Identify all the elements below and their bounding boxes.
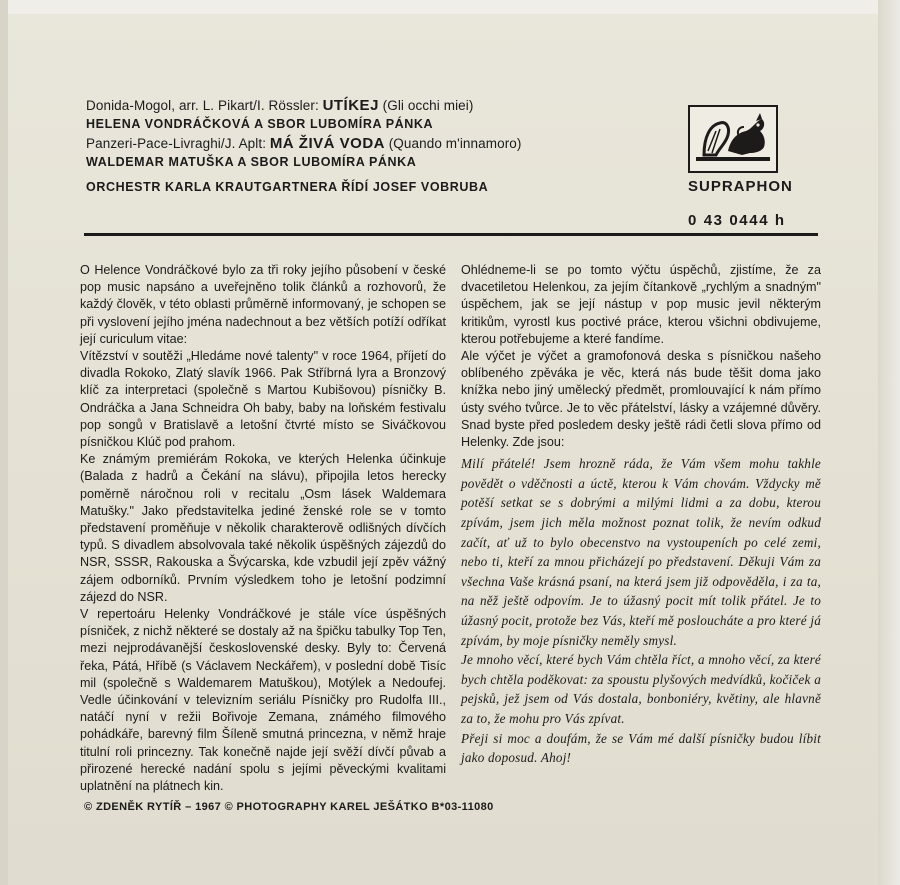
song1-credit <box>86 95 686 116</box>
song2-composers: Panzeri-Pace-Livraghi/J. Aplt: <box>86 136 267 151</box>
left-column-text <box>80 262 446 795</box>
song2-credit <box>86 133 686 154</box>
label-name: SUPRAPHON <box>688 178 793 195</box>
catalog-number: 0 43 0444 h <box>688 212 786 229</box>
orchestra-credit: ORCHESTR KARLA KRAUTGARTNERA ŘÍDÍ JOSEF VOBRUBA <box>86 180 489 194</box>
song1-original-title: (Gli occhi miei) <box>382 98 474 113</box>
track-credits <box>86 95 686 194</box>
paragraph: Ale výčet je výčet a gramofonová deska s písničkou našeho oblíbeného zpěváka je věc, která nás bude těšit doma jako knížka nebo jiný umělecký předmět, promlouvající k nám přímo ústy svého tvůrce. Je to věc přátelství, lásky a vzájemné důvěry. Snad byste před posledem desky ještě rádi četli slova přímo od Helenky. Zde jsou: <box>461 349 821 450</box>
paragraph: Ohlédneme-li se po tomto výčtu úspěchů, zjistíme, že za dvacetiletou Helenkou, za jejím čítankově „rychlým a snadným" úspěchem, jak se její nástup v pop music jevil některým kritikům, vyrostl kus poctivé práce, kterou všichni obdivujeme, kterou potřebujeme a které fandíme. <box>461 263 821 346</box>
lion-harp-logo-icon <box>690 107 776 171</box>
song2-title: MÁ ŽIVÁ VODA <box>269 135 385 152</box>
paragraph: Vítězství v soutěži „Hledáme nové talenty" v roce 1964, příjetí do divadla Rokoko, Zlatý slavík 1966. Pak Stříbrná lyra a Bronzový klíč za interpretaci (společně s Martou Kubišovou) písničky B. Ondráčka a Jana Schneidra Oh baby, baby na loňském festivalu pop songů v Bratislavě a letošní čtvrté místo se Siváčkovou písničkou Klúč pod prahom. <box>80 349 446 450</box>
sleeve-top-edge <box>0 0 900 14</box>
paragraph: O Helence Vondráčkové bylo za tři roky jejího působení v české pop music napsáno a uveřejněno tolik článků a rozhovorů, že každý člověk, v této oblasti průměrně informovaný, je schopen se při vyslovení jejího jména nadechnout a bez větších potíží odříkat její curiculum vitae: <box>80 263 446 346</box>
sleeve-right-edge <box>878 0 900 885</box>
sleeve-left-edge <box>0 0 8 885</box>
song2-original-title: (Quando m'innamoro) <box>388 136 522 151</box>
letter-paragraph: Milí přátelé! Jsem hrozně ráda, že Vám všem mohu takhle povědět o vděčnosti a úctě, kterou k Vám chovám. Vždycky mě potěší setkat se s dobrými a milými lidmi a za dobu, kterou zpívám, jsem jich měla možnost poznat tolik, že nevím odkud začít, ať už to bylo obecenstvo na vystoupeních po celé zemi, nebo ti, kteří za mnou přicházejí po představení. Děkuji Vám za všechna Vaše krásná psaní, na která jsem již odpověděla, i za ta, na něž ještě odpovím. Je to úžasný pocit mít tolik přátel. Je to úžasný pocit, protože bez Vás, kteří mě posloucháte a pro které já zpívám, by moje písničky neměly smysl. <box>461 456 821 648</box>
paragraph: V repertoáru Helenky Vondráčkové je stále více úspěšných písniček, z nichž některé se dostaly až na špičku tabulky Top Ten, mezi nejprodávanější československé desky. Byly to: Červená řeka, Pátá, Hříbě (s Václavem Neckářem), v poslední době Tisíc mil (společně s Waldemarem Matuškou), Motýlek a Nedoufej. Vedle účinkování v televizním seriálu Písničky pro Rudolfa III., natáčí nyní v režii Bořivoje Zemana, známého filmového pohádkáře, barevný film Šíleně smutná princezna, v němž hraje titulní roli princezny. Tak konečně najde její svěží dívčí půvab a přirozené herecké nadání spolu s jejími pěveckými kvalitami uplatnění na plátnech kin. <box>80 607 446 794</box>
letter-paragraph: Přeji si moc a doufám, že se Vám mé další písničky budou líbit jako doposud. Ahoj! <box>461 730 821 766</box>
paragraph: Ke známým premiérám Rokoka, ve kterých Helenka účinkuje (Balada z hadrů a Čekání na slávu), připojila letos herecky poměrně náročnou roli v recitalu „Osm lásek Waldemara Matušky." Jako představitelka jediné ženské role se v tomto představení proměňuje v několik charakterově odlišných dívčích typů. S divadlem absolvovala také několik úspěšných zájezdů do NSR, SSSR, Rakouska a Švýcarska, kde vzbudil její zpěv vážný zájem odborníků. Prvním výsledkem toho je letošní podzimní zájezd do NSR. <box>80 452 446 604</box>
song1-composers: Donida-Mogol, arr. L. Pikart/I. Rössler: <box>86 98 319 113</box>
song1-performer: HELENA VONDRÁČKOVÁ A SBOR LUBOMÍRA PÁNKA <box>86 117 434 131</box>
helenka-letter <box>461 454 821 768</box>
copyright-footer: © ZDENĚK RYTÍŘ – 1967 © PHOTOGRAPHY KAREL JEŠÁTKO B*03-11080 <box>84 801 494 813</box>
song1-title: UTÍKEJ <box>322 97 379 114</box>
right-column-text <box>461 262 821 768</box>
header-divider <box>84 233 818 236</box>
letter-paragraph: Je mnoho věcí, které bych Vám chtěla říct, a mnoho věcí, za které bych chtěla poděkovat: za spoustu plyšových medvídků, kočiček a pejsků, jež jsem od Vás dostala, bonboniéry, květiny, ale hlavně za to, že mohu pro Vás zpívat. <box>461 652 821 726</box>
song2-performer: WALDEMAR MATUŠKA A SBOR LUBOMÍRA PÁNKA <box>86 155 417 169</box>
supraphon-logo <box>688 105 778 173</box>
